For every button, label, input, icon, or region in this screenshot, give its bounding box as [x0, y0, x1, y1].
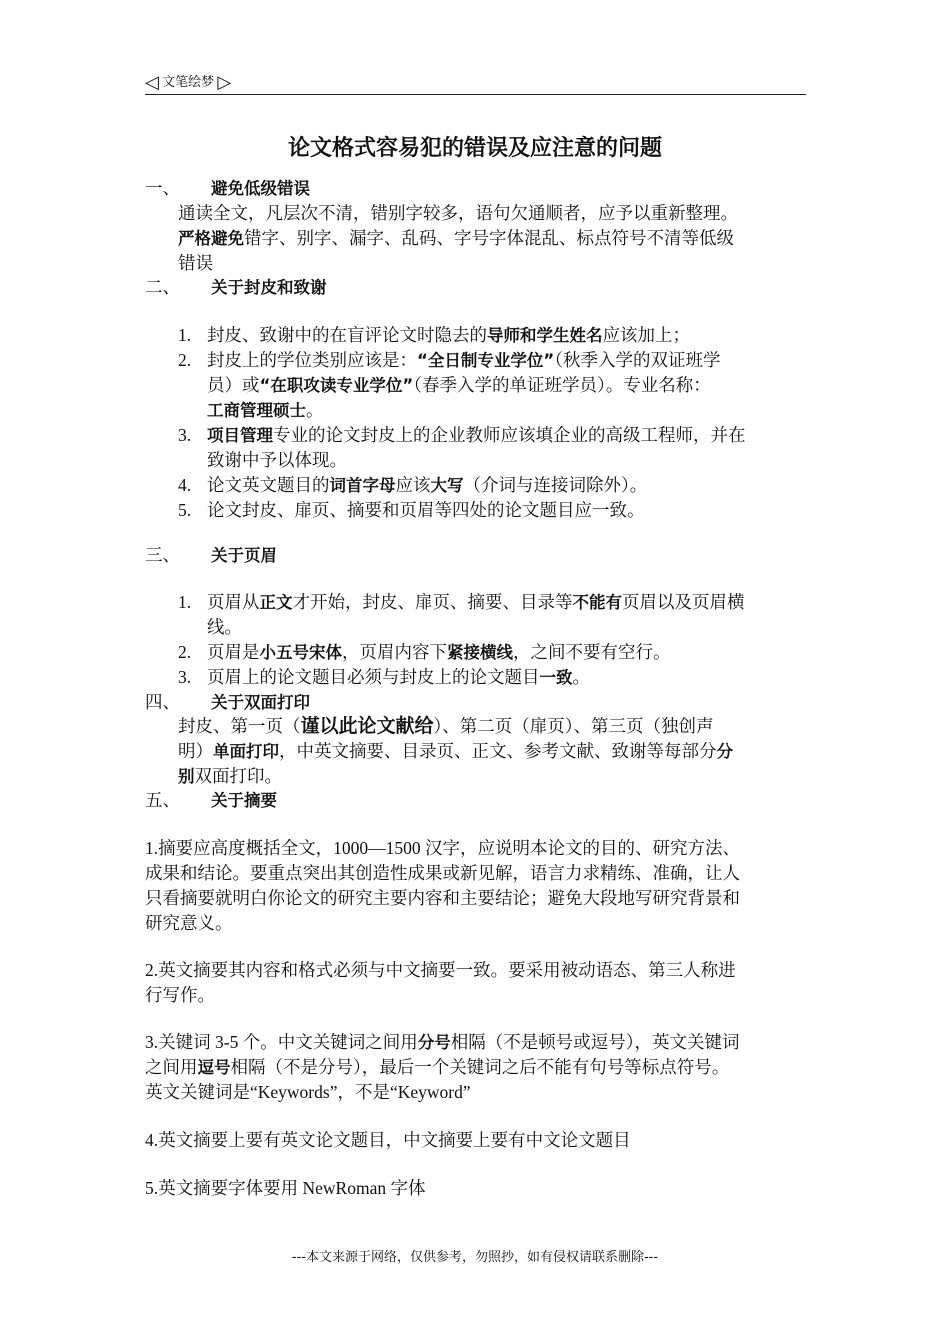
left-triangle-icon: ◁ [145, 72, 159, 92]
paragraph-line: 英文关键词是“Keywords”，不是“Keyword” [145, 1082, 471, 1102]
list-item: 1. 页眉从正文才开始，封皮、扉页、摘要、目录等不能有页眉以及页眉横 线。 [178, 592, 745, 637]
page-footer: ---本文来源于网络，仅供参考，勿照抄，如有侵权请联系删除--- [291, 1250, 659, 1265]
abstract-point-3 [145, 1030, 810, 1105]
paragraph-line: 错误 [178, 253, 213, 273]
section-label: 避免低级错误 [211, 179, 310, 198]
section-label: 关于双面打印 [211, 693, 310, 712]
section-4-heading [145, 690, 310, 715]
section-5-heading [145, 788, 277, 813]
header-brand: 文笔绘梦 [162, 75, 215, 90]
paragraph-line: 研究意义。 [145, 913, 233, 933]
section-1-body [178, 201, 810, 276]
paragraph-line: 只看摘要就明白你论文的研究主要内容和主要结论；避免大段地写研究背景和 [145, 888, 740, 908]
section-number: 三、 [145, 545, 180, 565]
document-title: 论文格式容易犯的错误及应注意的问题 [287, 136, 662, 161]
list-item: 3. 页眉上的论文题目必须与封皮上的论文题目一致。 [178, 667, 590, 687]
section-2-list [178, 323, 810, 523]
section-3-list [178, 590, 810, 690]
abstract-point-5: 5.英文摘要字体要用 NewRoman 字体 [145, 1178, 426, 1198]
section-label: 关于摘要 [211, 791, 277, 810]
right-triangle-icon: ▷ [217, 72, 232, 92]
abstract-point-2 [145, 958, 810, 1008]
section-number: 二、 [145, 277, 180, 297]
list-item: 2. 页眉是小五号宋体，页眉内容下紧接横线，之间不要有空行。 [178, 642, 671, 662]
section-label: 关于页眉 [211, 546, 277, 565]
list-item: 3. 项目管理专业的论文封皮上的企业教师应该填企业的高级工程师，并在 致谢中予以体现。 [178, 425, 746, 470]
section-2-heading [145, 275, 327, 300]
paragraph-line: 成果和结论。要重点突出其创造性成果或新见解，语言力求精练、准确，让人 [145, 863, 740, 883]
paragraph-line: 明）单面打印，中英文摘要、目录页、正文、参考文献、致谢等每部分分 [178, 741, 733, 761]
paragraph-line: 封皮、第一页（谨以此论文献给）、第二页（扉页）、第三页（独创声 [178, 715, 714, 737]
section-3-heading [145, 543, 277, 568]
section-4-body [178, 714, 810, 789]
list-item: 1. 封皮、致谢中的在盲评论文时隐去的导师和学生姓名应该加上； [178, 325, 690, 345]
section-number: 五、 [145, 790, 180, 810]
abstract-point-4: 4.英文摘要上要有英文论文题目，中文摘要上要有中文论文题目 [145, 1130, 631, 1150]
section-1-heading [145, 176, 310, 201]
section-label: 关于封皮和致谢 [211, 278, 327, 297]
paragraph-line: 通读全文，凡层次不清，错别字较多，语句欠通顺者，应予以重新整理。 [178, 203, 738, 223]
section-number: 四、 [145, 692, 180, 712]
page-header [145, 72, 806, 95]
abstract-point-1 [145, 836, 810, 936]
paragraph-line: 3.关键词 3-5 个。中文关键词之间用分号相隔（不是顿号或逗号），英文关键词 [145, 1032, 740, 1052]
paragraph-line: 2.英文摘要其内容和格式必须与中文摘要一致。要采用被动语态、第三人称进 [145, 960, 736, 980]
list-item: 5. 论文封皮、扉页、摘要和页眉等四处的论文题目应一致。 [178, 500, 645, 520]
paragraph-line: 行写作。 [145, 985, 215, 1005]
section-number: 一、 [145, 178, 180, 198]
list-item: 2. 封皮上的学位类别应该是：“全日制专业学位”（秋季入学的双证班学 员）或“在职攻读专业学位”（春季入学的单证班学员）。专业名称： 工商管理硕士。 [178, 350, 721, 420]
paragraph-line: 别双面打印。 [178, 766, 282, 786]
paragraph-line: 严格避免错字、别字、漏字、乱码、字号字体混乱、标点符号不清等低级 [178, 228, 734, 248]
paragraph-line: 之间用逗号相隔（不是分号），最后一个关键词之后不能有句号等标点符号。 [145, 1057, 730, 1077]
list-item: 4. 论文英文题目的词首字母应该大写（介词与连接词除外）。 [178, 475, 648, 495]
paragraph-line: 1.摘要应高度概括全文，1000—1500 汉字，应说明本论文的目的、研究方法、 [145, 838, 740, 858]
